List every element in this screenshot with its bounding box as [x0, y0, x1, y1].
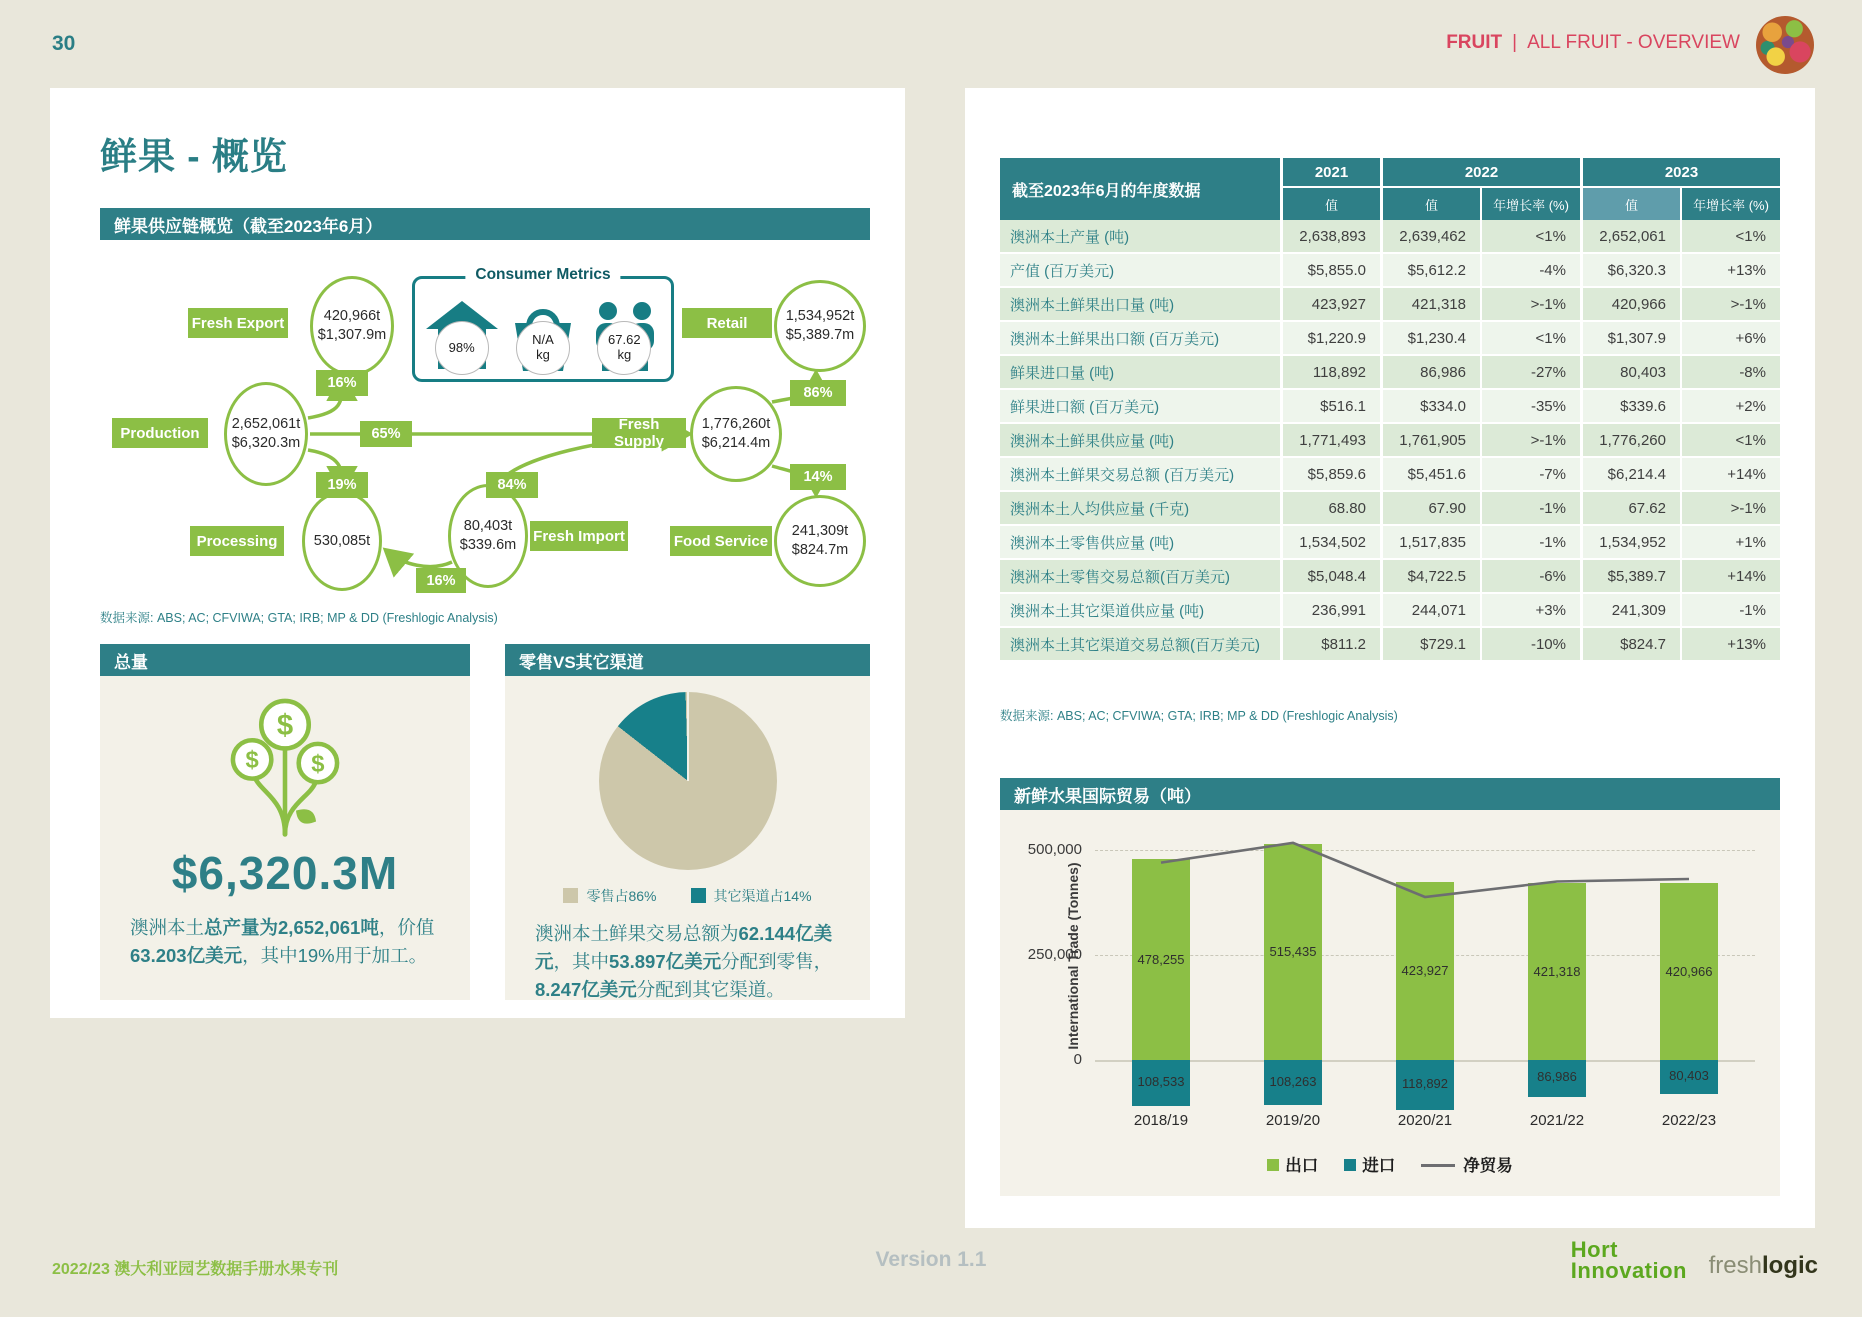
year-2023: 2023 [1580, 158, 1780, 188]
table-cell: -1% [1480, 492, 1580, 526]
pie-legend-retail: 零售占86% [563, 886, 656, 906]
table-cell: 2,652,061 [1580, 220, 1680, 254]
retail-swatch [563, 888, 578, 903]
pct-import-to-processing: 16% [416, 568, 466, 593]
basket-icon [505, 299, 581, 375]
fresh-import-value: $339.6m [459, 537, 517, 553]
table-cell: 86,986 [1380, 356, 1480, 390]
table-row [1000, 628, 1780, 662]
table-row [1000, 390, 1780, 424]
table-cell: 鲜果进口额 (百万美元) [1000, 390, 1280, 424]
annual-data-table [1000, 158, 1780, 662]
total-section-box [100, 676, 470, 1000]
pct-prod-to-supply: 65% [360, 421, 412, 447]
retail-vs-section-box [505, 676, 870, 1000]
page-header [1446, 32, 1740, 54]
subheader-value-2021: 值 [1280, 188, 1380, 220]
table-row [1000, 288, 1780, 322]
retail-tonnes: 1,534,952t [785, 308, 855, 325]
x-axis-label: 2020/21 [1397, 1112, 1453, 1129]
food-service-tonnes: 241,309t [791, 523, 849, 540]
table-row [1000, 424, 1780, 458]
fruit-montage-image [1756, 16, 1814, 74]
node-production [224, 382, 308, 486]
table-cell: 118,892 [1280, 356, 1380, 390]
table-cell: +13% [1680, 628, 1780, 662]
header-separator: | [1512, 32, 1518, 53]
fresh-supply-value: $6,214.4m [701, 435, 771, 451]
table-cell: 67.62 [1580, 492, 1680, 526]
table-row [1000, 594, 1780, 628]
table-cell: $1,307.9 [1580, 322, 1680, 356]
table-cell: $6,320.3 [1580, 254, 1680, 288]
x-axis-label: 2022/23 [1661, 1112, 1717, 1129]
year-2022: 2022 [1380, 158, 1580, 188]
table-cell: 236,991 [1280, 594, 1380, 628]
export-bar-label: 515,435 [1269, 943, 1317, 959]
table-cell: -8% [1680, 356, 1780, 390]
table-cell: 80,403 [1580, 356, 1680, 390]
table-cell: $1,230.4 [1380, 322, 1480, 356]
fresh-import-tonnes: 80,403t [463, 518, 513, 535]
household-penetration: 98% [435, 321, 489, 375]
legend-import: 进口 [1344, 1152, 1395, 1176]
food-service-value: $824.7m [791, 542, 849, 558]
table-cell: 澳洲本土鲜果供应量 (吨) [1000, 424, 1280, 458]
money-tree-icon [100, 676, 470, 838]
retail-vs-section-header: 零售VS其它渠道 [505, 644, 870, 676]
table-cell: $5,855.0 [1280, 254, 1380, 288]
hort-innovation-logo: Hort Innovation [1570, 1237, 1687, 1283]
retail-vs-other-pie-chart [599, 692, 777, 870]
table-cell: +6% [1680, 322, 1780, 356]
svg-text:$: $ [276, 709, 294, 742]
table-cell: $6,214.4 [1580, 458, 1680, 492]
table-cell: <1% [1480, 220, 1580, 254]
table-row [1000, 322, 1780, 356]
table-cell: 241,309 [1580, 594, 1680, 628]
table-cell: -6% [1480, 560, 1580, 594]
table-row [1000, 356, 1780, 390]
export-bar-label: 420,966 [1665, 963, 1713, 979]
left-panel [50, 88, 905, 1018]
table-cell: 鲜果进口量 (吨) [1000, 356, 1280, 390]
table-cell: -1% [1480, 526, 1580, 560]
svg-text:$: $ [245, 746, 259, 774]
table-cell: $5,389.7 [1580, 560, 1680, 594]
node-label-processing: Processing [190, 526, 284, 556]
table-cell: $824.7 [1580, 628, 1680, 662]
consumer-metrics-title: Consumer Metrics [465, 266, 620, 284]
fresh-export-tonnes: 420,966t [323, 308, 381, 325]
table-cell: $5,048.4 [1280, 560, 1380, 594]
table-cell: 420,966 [1580, 288, 1680, 322]
total-value: $6,320.3M [171, 847, 399, 899]
ytick-500000: 500,000 [1027, 841, 1082, 858]
table-cell: 澳洲本土其它渠道供应量 (吨) [1000, 594, 1280, 628]
node-label-fresh-import: Fresh Import [530, 521, 628, 551]
pct-prod-to-export: 16% [316, 370, 368, 396]
people-icon [586, 299, 662, 375]
subheader-growth-2023: 年增长率 (%) [1680, 188, 1780, 220]
pie-separator [687, 692, 689, 781]
table-cell: +3% [1480, 594, 1580, 628]
table-cell: 1,534,502 [1280, 526, 1380, 560]
table-cell: 产值 (百万美元) [1000, 254, 1280, 288]
table-cell: $811.2 [1280, 628, 1380, 662]
table-cell: >-1% [1680, 492, 1780, 526]
legend-net-trade: 净贸易 [1421, 1152, 1513, 1176]
table-cell: $5,859.6 [1280, 458, 1380, 492]
pct-prod-to-processing: 19% [316, 472, 368, 498]
table-cell: 澳洲本土零售交易总额(百万美元) [1000, 560, 1280, 594]
table-cell: 2,638,893 [1280, 220, 1380, 254]
table-cell: $5,451.6 [1380, 458, 1480, 492]
table-cell: >-1% [1480, 424, 1580, 458]
import-bar-label: 86,986 [1537, 1069, 1577, 1085]
table-cell: -10% [1480, 628, 1580, 662]
table-cell: 1,534,952 [1580, 526, 1680, 560]
international-trade-chart [1000, 810, 1780, 1196]
year-2021: 2021 [1280, 158, 1380, 188]
table-cell: 澳洲本土鲜果出口量 (吨) [1000, 288, 1280, 322]
table-cell: 67.90 [1380, 492, 1480, 526]
pct-supply-to-foodservice: 14% [790, 464, 846, 490]
table-cell: 澳洲本土零售供应量 (吨) [1000, 526, 1280, 560]
table-cell: -27% [1480, 356, 1580, 390]
node-processing [302, 491, 382, 591]
table-cell: $339.6 [1580, 390, 1680, 424]
svg-text:$: $ [311, 750, 325, 778]
table-cell: 澳洲本土鲜果交易总额 (百万美元) [1000, 458, 1280, 492]
net-trade-line [1000, 810, 1780, 1196]
total-description: 澳洲本土总产量为2,652,061吨，价值63.203亿美元，其中19%用于加工。 [130, 917, 435, 966]
other-swatch [691, 888, 706, 903]
table-cell: 澳洲本土人均供应量 (千克) [1000, 492, 1280, 526]
consumer-metrics-box [412, 266, 674, 382]
legend-export: 出口 [1267, 1152, 1318, 1176]
pie-legend [505, 886, 870, 906]
table-cell: -7% [1480, 458, 1580, 492]
table-cell: 68.80 [1280, 492, 1380, 526]
table-cell: 2,639,462 [1380, 220, 1480, 254]
table-row [1000, 526, 1780, 560]
import-bar-label: 118,892 [1401, 1075, 1449, 1091]
page-number: 30 [52, 32, 76, 55]
node-label-fresh-supply: Fresh Supply [592, 418, 686, 448]
subheader-value-2022: 值 [1380, 188, 1480, 220]
avg-purchase: N/A kg [516, 321, 570, 375]
node-fresh-export [310, 276, 394, 376]
pct-import-to-supply: 84% [486, 472, 538, 498]
x-axis-label: 2021/22 [1529, 1112, 1585, 1129]
table-cell: $5,612.2 [1380, 254, 1480, 288]
table-cell: -1% [1680, 594, 1780, 628]
table-cell: +2% [1680, 390, 1780, 424]
ytick-0: 0 [1073, 1051, 1082, 1068]
table-cell: 421,318 [1380, 288, 1480, 322]
table-cell: 澳洲本土鲜果出口额 (百万美元) [1000, 322, 1280, 356]
table-cell: $729.1 [1380, 628, 1480, 662]
export-bar-label: 423,927 [1401, 962, 1449, 978]
total-section-header: 总量 [100, 644, 470, 676]
table-cell: -4% [1480, 254, 1580, 288]
table-row [1000, 220, 1780, 254]
node-fresh-supply [690, 386, 782, 482]
production-value: $6,320.3m [231, 435, 301, 451]
table-cell: 1,761,905 [1380, 424, 1480, 458]
table-cell: $1,220.9 [1280, 322, 1380, 356]
subheader-value-2023: 值 [1580, 188, 1680, 220]
table-row [1000, 560, 1780, 594]
table-cell: -35% [1480, 390, 1580, 424]
table-cell: 1,517,835 [1380, 526, 1480, 560]
table-cell: 244,071 [1380, 594, 1480, 628]
processing-tonnes: 530,085t [313, 532, 371, 549]
per-capita-supply: 67.62 kg [597, 321, 651, 375]
table-row [1000, 254, 1780, 288]
production-tonnes: 2,652,061t [231, 416, 301, 433]
table-cell: +13% [1680, 254, 1780, 288]
header-category: FRUIT [1446, 32, 1503, 53]
table-cell: 澳洲本土其它渠道交易总额(百万美元) [1000, 628, 1280, 662]
node-label-retail: Retail [682, 308, 772, 338]
node-retail [774, 280, 866, 372]
x-axis-label: 2018/19 [1133, 1112, 1189, 1129]
ytick-250000: 250,000 [1027, 946, 1082, 963]
table-cell: <1% [1680, 220, 1780, 254]
footer-handbook-title: 2022/23 澳大利亚园艺数据手册水果专刊 [52, 1261, 339, 1278]
table-cell: $4,722.5 [1380, 560, 1480, 594]
fresh-export-value: $1,307.9m [317, 327, 387, 343]
table-row [1000, 458, 1780, 492]
table-cell: 423,927 [1280, 288, 1380, 322]
table-cell: +14% [1680, 560, 1780, 594]
table-cell: 澳洲本土产量 (吨) [1000, 220, 1280, 254]
table-data-source: 数据来源: ABS; AC; CFVIWA; GTA; IRB; MP & DD (Freshlogic Analysis) [1000, 709, 1398, 723]
node-label-food-service: Food Service [670, 526, 772, 556]
y-axis-title: International Trade (Tonnes) [1065, 862, 1081, 1050]
import-bar-label: 108,263 [1269, 1073, 1317, 1089]
import-bar-label: 108,533 [1137, 1073, 1185, 1089]
page-title: 鲜果 - 概览 [100, 136, 288, 177]
x-axis-label: 2019/20 [1265, 1112, 1321, 1129]
export-bar-label: 421,318 [1533, 963, 1581, 979]
table-cell: >-1% [1680, 288, 1780, 322]
export-bar-label: 478,255 [1137, 951, 1185, 967]
table-cell: 1,776,260 [1580, 424, 1680, 458]
house-icon [424, 299, 500, 375]
table-row [1000, 492, 1780, 526]
table-title: 截至2023年6月的年度数据 [1000, 158, 1280, 220]
node-label-production: Production [112, 418, 208, 448]
right-panel [965, 88, 1815, 1228]
pct-supply-to-retail: 86% [790, 380, 846, 406]
trade-chart-header: 新鲜水果国际贸易（吨） [1000, 778, 1780, 810]
table-cell: 1,771,493 [1280, 424, 1380, 458]
table-cell: <1% [1680, 424, 1780, 458]
footer-version: Version 1.1 [875, 1248, 987, 1271]
supply-chain-section-header: 鲜果供应链概览（截至2023年6月） [100, 208, 870, 240]
pie-legend-other: 其它渠道占14% [691, 886, 812, 906]
header-title: ALL FRUIT - OVERVIEW [1527, 32, 1740, 53]
freshlogic-logo: freshlogic [1708, 1252, 1818, 1279]
node-food-service [774, 495, 866, 587]
node-label-fresh-export: Fresh Export [188, 308, 288, 338]
subheader-growth-2022: 年增长率 (%) [1480, 188, 1580, 220]
retail-vs-description: 澳洲本土鲜果交易总额为62.144亿美元，其中53.897亿美元分配到零售，8.247亿美元分配到其它渠道。 [535, 923, 833, 1000]
table-cell: >-1% [1480, 288, 1580, 322]
import-bar-label: 80,403 [1669, 1067, 1709, 1083]
table-cell: +1% [1680, 526, 1780, 560]
retail-value: $5,389.7m [785, 327, 855, 343]
supply-chain-diagram [100, 246, 870, 598]
fresh-supply-tonnes: 1,776,260t [701, 416, 771, 433]
table-cell: <1% [1480, 322, 1580, 356]
table-cell: +14% [1680, 458, 1780, 492]
left-data-source: 数据来源: ABS; AC; CFVIWA; GTA; IRB; MP & DD (Freshlogic Analysis) [100, 611, 498, 625]
table-cell: $516.1 [1280, 390, 1380, 424]
table-cell: $334.0 [1380, 390, 1480, 424]
